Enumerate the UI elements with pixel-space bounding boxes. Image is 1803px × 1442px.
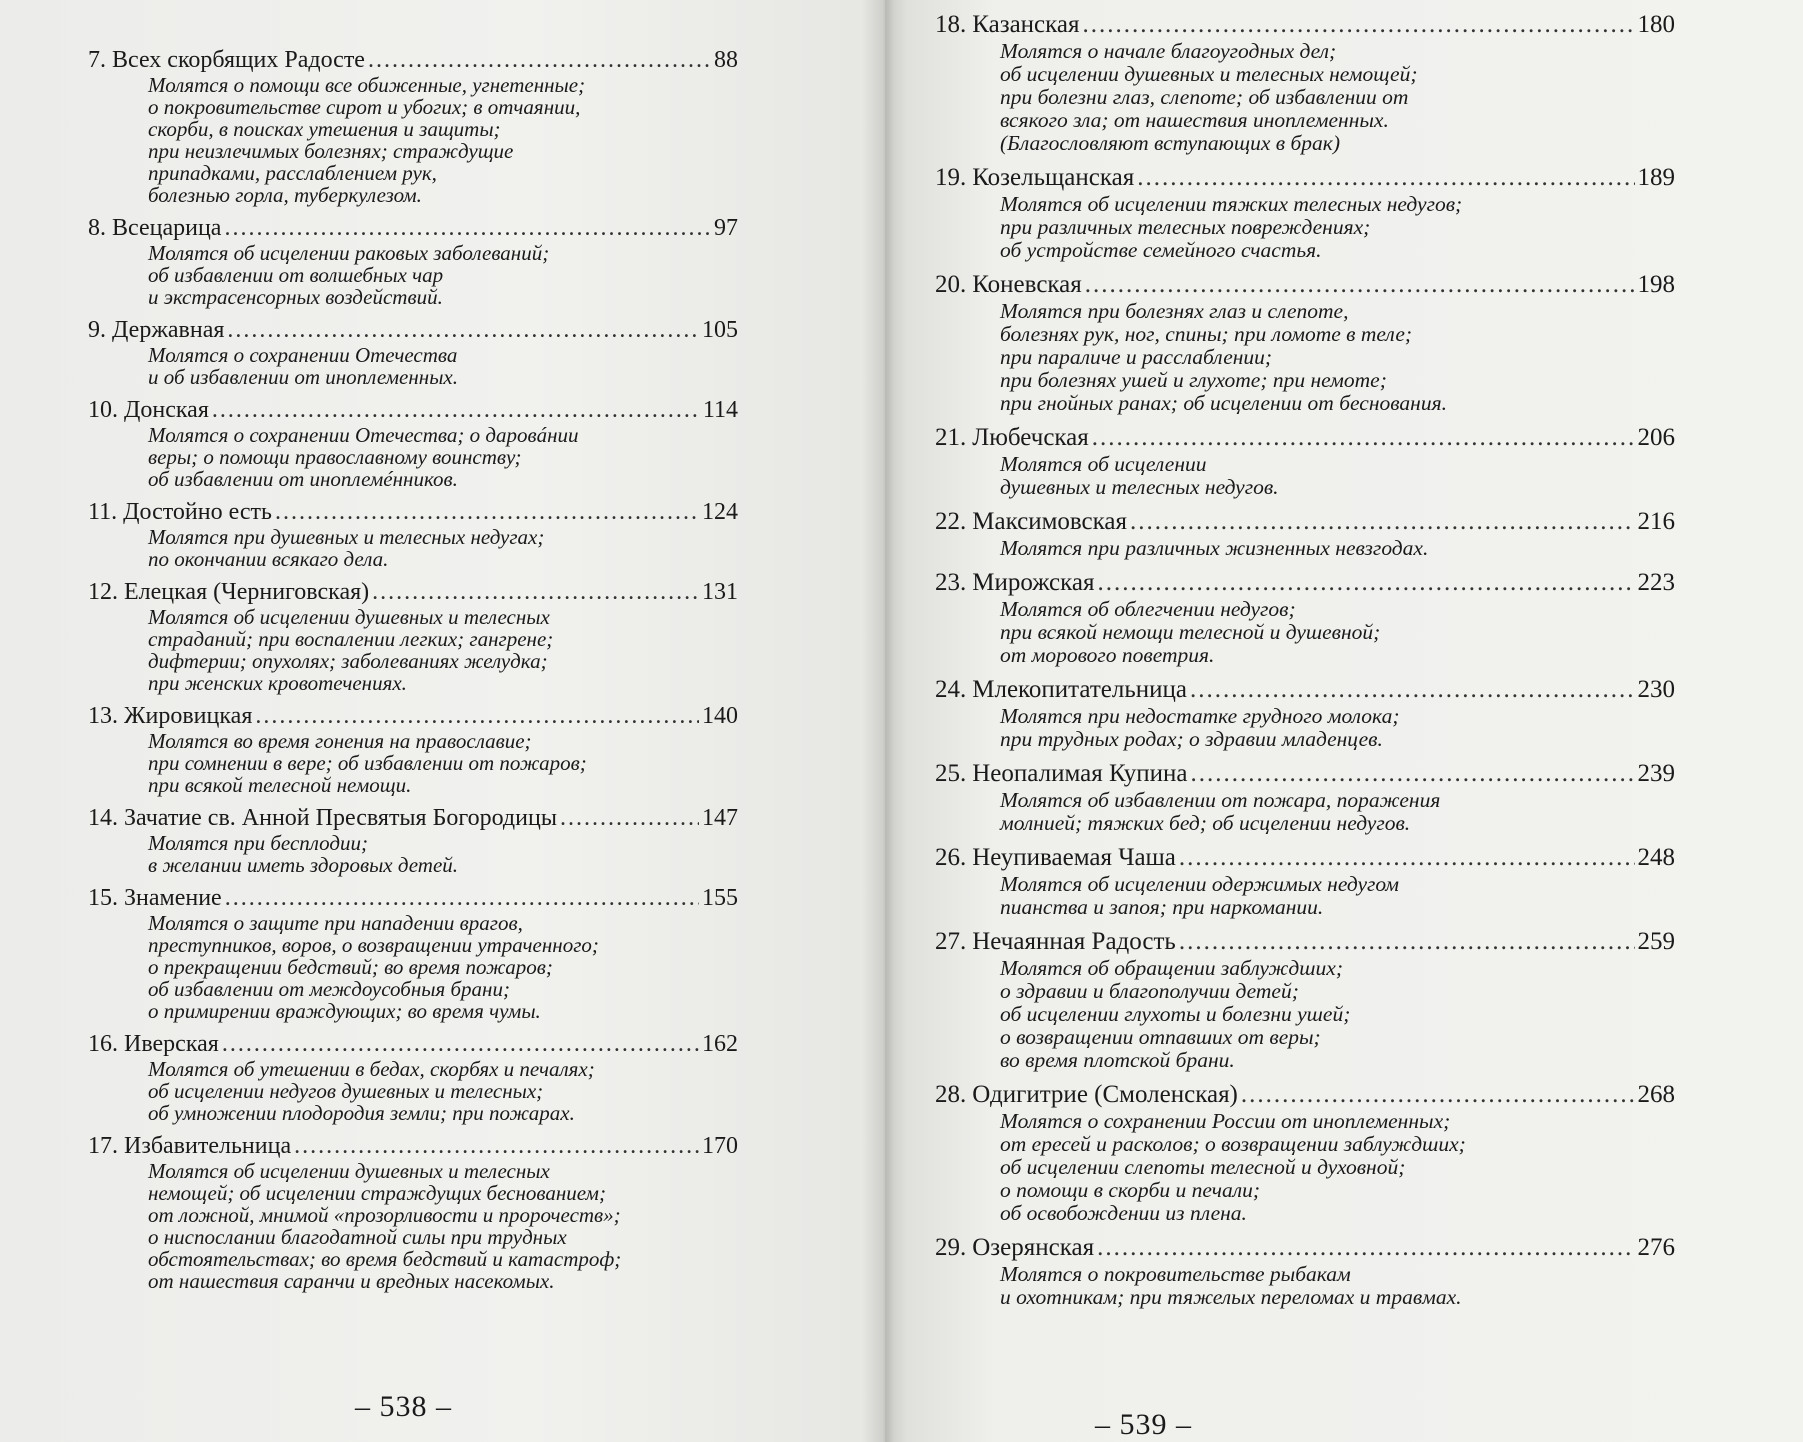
entry-description-line: об освобождении из плена. — [1000, 1201, 1247, 1225]
toc-entry-heading — [935, 759, 1675, 789]
entry-description-line: при женских кровотечениях. — [148, 671, 407, 695]
entry-number: 27. — [935, 928, 967, 955]
dot-leader — [275, 498, 699, 526]
entry-title: Жировицкая — [124, 703, 253, 729]
dot-leader — [1190, 759, 1634, 789]
entry-description-line: Молятся об исцелении раковых заболеваний; — [148, 241, 550, 265]
dot-leader — [222, 1030, 699, 1058]
entry-description-line: при неизлечимых болезнях; страждущие — [148, 139, 514, 163]
entry-page-number: 105 — [702, 317, 738, 343]
entry-description-line: Молятся при различных жизненных невзгодах. — [1000, 536, 1429, 560]
entry-page-number: 124 — [702, 499, 738, 525]
entry-description-line: Молятся при недостатке грудного молока; — [1000, 704, 1400, 728]
entry-description-line: Молятся при душевных и телесных недугах; — [148, 525, 545, 549]
entry-page-number: 147 — [702, 805, 738, 831]
entry-number: 26. — [935, 844, 967, 871]
book-gutter-shadow — [862, 0, 908, 1442]
entry-description-line: болезнью горла, туберкулезом. — [148, 183, 422, 207]
entry-page-number: 155 — [702, 885, 738, 911]
toc-entry-heading — [935, 843, 1675, 873]
entry-description-line: о примирении враждующих; во время чумы. — [148, 999, 541, 1023]
dot-leader — [1098, 568, 1635, 598]
entry-title: Елецкая (Черниговская) — [124, 579, 370, 605]
entry-description-line: о покровительстве сирот и убогих; в отчаянии, — [148, 95, 581, 119]
dot-leader — [255, 702, 699, 730]
entry-page-number: 170 — [702, 1133, 738, 1159]
entry-description-line: припадками, расслаблением рук, — [148, 161, 437, 185]
entry-title: Любечская — [972, 424, 1089, 451]
toc-entry-heading — [88, 214, 738, 242]
dot-leader — [1190, 675, 1635, 705]
entry-description-line: обстоятельствах; во время бедствий и катастроф; — [148, 1247, 622, 1271]
entry-description-line: и охотникам; при тяжелых переломах и травмах. — [1000, 1285, 1462, 1309]
toc-entry-heading — [935, 507, 1675, 537]
entry-title: Державная — [112, 317, 225, 343]
entry-number: 14. — [88, 805, 118, 831]
entry-page-number: 180 — [1637, 11, 1675, 38]
entry-description-line: молнией; тяжких бед; об исцелении недугов. — [1000, 811, 1411, 835]
toc-entry — [88, 316, 738, 388]
toc-entry-heading — [88, 884, 738, 912]
entry-number: 15. — [88, 885, 118, 911]
entry-page-number: 131 — [702, 579, 738, 605]
entry-page-number: 223 — [1637, 569, 1675, 596]
entry-description-line: Молятся о помощи все обиженные, угнетенные; — [148, 73, 586, 97]
dot-leader — [1179, 843, 1635, 873]
toc-entry — [935, 1233, 1675, 1309]
entry-description-line: о ниспослании благодатной силы при трудных — [148, 1225, 567, 1249]
toc-entry-heading — [935, 675, 1675, 705]
entry-title: Озерянская — [972, 1234, 1095, 1261]
entry-title: Мирожская — [972, 569, 1095, 596]
dot-leader — [372, 578, 699, 606]
entry-description-line: при параличе и расслаблении; — [1000, 345, 1273, 369]
entry-description-line: об исцелении недугов душевных и телесных; — [148, 1079, 544, 1103]
entry-description-line: и экстрасенсорных воздействий. — [148, 285, 443, 309]
dot-leader — [1092, 423, 1635, 453]
toc-entry — [935, 843, 1675, 919]
toc-entry — [88, 498, 738, 570]
entry-description-line: об исцелении глухоты и болезни ушей; — [1000, 1002, 1351, 1026]
dot-leader — [227, 316, 699, 344]
entry-description-line: душевных и телесных недугов. — [1000, 475, 1279, 499]
toc-entry-heading — [935, 270, 1675, 300]
entry-title: Зачатие св. Анной Пресвятыя Богородицы — [124, 805, 557, 831]
entry-number: 11. — [88, 499, 118, 525]
entry-description-line: Молятся о начале благоугодных дел; — [1000, 39, 1337, 63]
entry-title: Казанская — [972, 11, 1080, 38]
entry-description-line: всякого зла; от нашествия иноплеменных. — [1000, 108, 1389, 132]
toc-entry-heading — [88, 702, 738, 730]
entry-number: 18. — [935, 11, 967, 38]
toc-entry — [935, 507, 1675, 560]
entry-title: Одигитрие (Смоленская) — [972, 1081, 1238, 1108]
entry-number: 20. — [935, 271, 967, 298]
entry-description-line: веры; о помощи православному воинству; — [148, 445, 522, 469]
toc-entry-heading — [88, 46, 738, 74]
toc-entry-heading — [935, 1080, 1675, 1110]
dot-leader — [294, 1132, 699, 1160]
entry-number: 9. — [88, 317, 106, 343]
entry-description-line: от ложной, мнимой «прозорливости и пророчеств»; — [148, 1203, 621, 1227]
entry-page-number: 230 — [1637, 676, 1675, 703]
entry-title: Донская — [124, 397, 209, 423]
toc-entry-heading — [88, 1030, 738, 1058]
entry-description-line: Молятся во время гонения на православие; — [148, 729, 532, 753]
toc-entry — [935, 1080, 1675, 1225]
toc-entry — [88, 214, 738, 308]
entry-description-line: (Благословляют вступающих в брак) — [1000, 131, 1340, 155]
entry-title: Козельщанская — [972, 164, 1135, 191]
toc-entry — [935, 675, 1675, 751]
toc-entry-heading — [935, 1233, 1675, 1263]
entry-description-line: болезнях рук, ног, спины; при ломоте в теле; — [1000, 322, 1413, 346]
toc-entry — [88, 396, 738, 490]
entry-number: 24. — [935, 676, 967, 703]
entry-title: Избавительница — [124, 1133, 292, 1159]
entry-description-line: при гнойных ранах; об исцелении от беснования. — [1000, 391, 1447, 415]
toc-entry-heading — [88, 396, 738, 424]
entry-description-line: при болезнях ушей и глухоте; при немоте; — [1000, 368, 1387, 392]
toc-entry — [935, 10, 1675, 155]
entry-description-line: об избавлении от волшебных чар — [148, 263, 444, 287]
entry-description-line: при трудных родах; о здравии младенцев. — [1000, 727, 1383, 751]
entry-page-number: 259 — [1637, 928, 1675, 955]
toc-entry-heading — [88, 316, 738, 344]
entry-description-line: Молятся об исцелении одержимых недугом — [1000, 872, 1400, 896]
entry-description-line: об умножении плодородия земли; при пожарах. — [148, 1101, 575, 1125]
toc-entry — [88, 46, 738, 206]
entry-description-line: во время плотской брани. — [1000, 1048, 1235, 1072]
dot-leader — [225, 884, 699, 912]
entry-description-line: об избавлении от междоусобныя брани; — [148, 977, 510, 1001]
entry-number: 25. — [935, 760, 967, 787]
entry-page-number: 114 — [702, 397, 738, 423]
dot-leader — [1097, 1233, 1634, 1263]
entry-title: Достойно есть — [123, 499, 272, 525]
entry-description-line: об устройстве семейного счастья. — [1000, 238, 1322, 262]
entry-description-line: немощей; об исцелении страждущих беснованием; — [148, 1181, 606, 1205]
toc-entry — [935, 759, 1675, 835]
entry-title: Млекопитательница — [972, 676, 1187, 703]
toc-entry-heading — [935, 163, 1675, 193]
entry-description-line: Молятся об исцелении — [1000, 452, 1207, 476]
entry-description-line: о помощи в скорби и печали; — [1000, 1178, 1260, 1202]
dot-leader — [1130, 507, 1634, 537]
dot-leader — [1083, 10, 1635, 40]
entry-number: 17. — [88, 1133, 118, 1159]
toc-entry-heading — [935, 423, 1675, 453]
entry-page-number: 162 — [702, 1031, 738, 1057]
entry-description-line: Молятся об облегчении недугов; — [1000, 597, 1296, 621]
entry-title: Всех скорбящих Радосте — [112, 47, 365, 73]
entry-title: Максимовская — [972, 508, 1128, 535]
entry-page-number: 206 — [1637, 424, 1675, 451]
toc-entry — [88, 884, 738, 1022]
entry-description-line: Молятся об исцелении душевных и телесных — [148, 605, 550, 629]
entry-title: Всецарица — [112, 215, 222, 241]
entry-number: 7. — [88, 47, 106, 73]
entry-description-line: при всякой немощи телесной и душевной; — [1000, 620, 1381, 644]
entry-description-line: Молятся об исцелении тяжких телесных недугов; — [1000, 192, 1463, 216]
dot-leader — [212, 396, 700, 424]
entry-description-line: Молятся об утешении в бедах, скорбях и печалях; — [148, 1057, 595, 1081]
entry-description-line: при различных телесных повреждениях; — [1000, 215, 1371, 239]
entry-page-number: 97 — [714, 215, 738, 241]
toc-entry-heading — [88, 1132, 738, 1160]
left-entries — [88, 46, 738, 1300]
toc-entry — [935, 423, 1675, 499]
toc-entry — [935, 927, 1675, 1072]
entry-page-number: 216 — [1637, 508, 1675, 535]
entry-page-number: 276 — [1637, 1234, 1675, 1261]
toc-entry-heading — [88, 804, 738, 832]
toc-entry — [88, 804, 738, 876]
right-entries — [935, 10, 1675, 1317]
entry-page-number: 239 — [1637, 760, 1675, 787]
entry-number: 28. — [935, 1081, 967, 1108]
toc-entry-heading — [88, 578, 738, 606]
entry-description-line: от ересей и расколов; о возвращении заблуждших; — [1000, 1132, 1466, 1156]
toc-entry — [935, 568, 1675, 667]
entry-description-line: в желании иметь здоровых детей. — [148, 853, 459, 877]
entry-description-line: Молятся о сохранении Отечества; о даровáнии — [148, 423, 579, 447]
entry-description-line: Молятся о сохранении России от иноплеменных; — [1000, 1109, 1451, 1133]
entry-description-line: при сомнении в вере; об избавлении от пожаров; — [148, 751, 587, 775]
entry-description-line: страданий; при воспалении легких; гангрене; — [148, 627, 554, 651]
dot-leader — [1179, 927, 1635, 957]
entry-description-line: по окончании всякаго дела. — [148, 547, 389, 571]
page-number-left: – 538 – — [355, 1390, 452, 1423]
entry-description-line: при болезни глаз, слепоте; об избавлении от — [1000, 85, 1409, 109]
entry-description-line: пианства и запоя; при наркомании. — [1000, 895, 1324, 919]
entry-description-line: Молятся об избавлении от пожара, поражения — [1000, 788, 1441, 812]
dot-leader — [224, 214, 711, 242]
entry-description-line: Молятся при бесплодии; — [148, 831, 369, 855]
toc-entry-heading — [88, 498, 738, 526]
entry-description-line: Молятся о покровительстве рыбакам — [1000, 1262, 1351, 1286]
entry-number: 22. — [935, 508, 967, 535]
entry-number: 12. — [88, 579, 118, 605]
entry-description-line: Молятся о защите при нападении врагов, — [148, 911, 523, 935]
entry-page-number: 88 — [714, 47, 738, 73]
toc-entry-heading — [935, 10, 1675, 40]
entry-description-line: об избавлении от иноплемéнников. — [148, 467, 458, 491]
toc-entry — [935, 163, 1675, 262]
entry-number: 19. — [935, 164, 967, 191]
entry-description-line: преступников, воров, о возвращении утраченного; — [148, 933, 599, 957]
dot-leader — [1137, 163, 1634, 193]
entry-number: 8. — [88, 215, 106, 241]
toc-entry — [88, 1132, 738, 1292]
toc-entry — [88, 578, 738, 694]
entry-number: 10. — [88, 397, 118, 423]
entry-title: Неопалимая Купина — [972, 760, 1188, 787]
dot-leader — [1085, 270, 1635, 300]
entry-title: Неупиваемая Чаша — [972, 844, 1176, 871]
entry-description-line: и об избавлении от иноплеменных. — [148, 365, 458, 389]
entry-description-line: о возвращении отпавших от веры; — [1000, 1025, 1321, 1049]
entry-description-line: при всякой телесной немощи. — [148, 773, 412, 797]
entry-number: 21. — [935, 424, 967, 451]
entry-number: 29. — [935, 1234, 967, 1261]
entry-page-number: 198 — [1637, 271, 1675, 298]
entry-page-number: 140 — [702, 703, 738, 729]
entry-title: Знамение — [124, 885, 222, 911]
entry-description-line: о здравии и благополучии детей; — [1000, 979, 1299, 1003]
entry-description-line: об исцелении слепоты телесной и духовной; — [1000, 1155, 1406, 1179]
entry-title: Нечаянная Радость — [972, 928, 1176, 955]
toc-entry — [88, 1030, 738, 1124]
entry-description-line: дифтерии; опухолях; заболеваниях желудка; — [148, 649, 548, 673]
page-number-right: – 539 – — [1095, 1408, 1192, 1441]
left-page — [0, 0, 885, 1442]
entry-page-number: 248 — [1637, 844, 1675, 871]
toc-entry-heading — [935, 568, 1675, 598]
dot-leader — [1241, 1080, 1635, 1110]
entry-description-line: от нашествия саранчи и вредных насекомых. — [148, 1269, 555, 1293]
entry-description-line: от морового поветрия. — [1000, 643, 1215, 667]
entry-number: 23. — [935, 569, 967, 596]
toc-entry-heading — [935, 927, 1675, 957]
entry-title: Коневская — [972, 271, 1082, 298]
entry-description-line: об исцелении душевных и телесных немощей; — [1000, 62, 1418, 86]
entry-description-line: Молятся об обращении заблуждших; — [1000, 956, 1343, 980]
entry-number: 16. — [88, 1031, 118, 1057]
right-page — [885, 0, 1803, 1442]
entry-description-line: Молятся о сохранении Отечества — [148, 343, 458, 367]
entry-description-line: Молятся об исцелении душевных и телесных — [148, 1159, 550, 1183]
entry-number: 13. — [88, 703, 118, 729]
entry-description-line: Молятся при болезнях глаз и слепоте, — [1000, 299, 1349, 323]
toc-entry — [935, 270, 1675, 415]
entry-page-number: 189 — [1637, 164, 1675, 191]
entry-title: Иверская — [124, 1031, 219, 1057]
dot-leader — [368, 46, 711, 74]
entry-description-line: скорби, в поисках утешения и защиты; — [148, 117, 501, 141]
entry-page-number: 268 — [1637, 1081, 1675, 1108]
dot-leader — [560, 804, 699, 832]
toc-entry — [88, 702, 738, 796]
entry-description-line: о прекращении бедствий; во время пожаров; — [148, 955, 553, 979]
